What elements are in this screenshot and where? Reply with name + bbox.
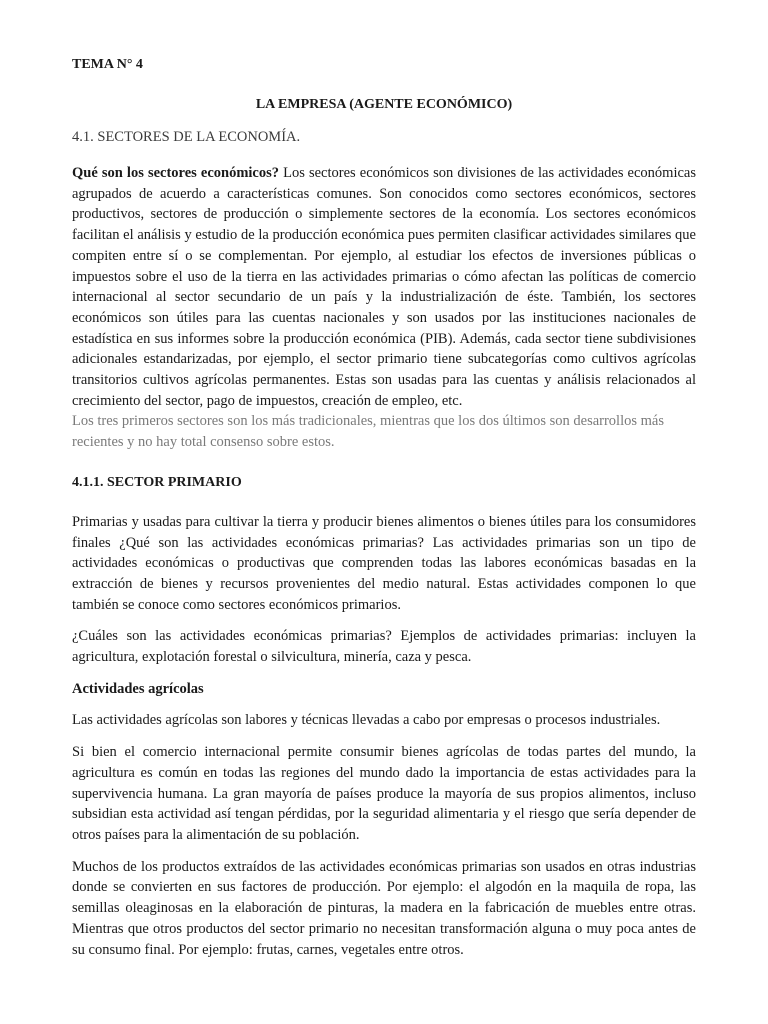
intro-body: Los sectores económicos son divisiones de las actividades económicas agrupados de acuerdo a características comunes. Son conocidos como sectores económicos, sectores productivos, sectores de producción o simplemente sectores de la economía. Los sectores económicos facilitan el análisis y estudio de la producción económica pues permiten clasificar actividades similares que compiten entre sí o se complementan. Por ejemplo, al estudiar los efectos de inversiones públicas o impuestos sobre el uso de la tierra en las actividades primarias o cómo afectan las políticas de comercio internacional al sector secundario de un país y la industrialización de éste. También, los sectores económicos son útiles para las cuentas nacionales y son usados por las instituciones nacionales de estadística en sus informes sobre la producción económica (PIB). Además, cada sector tiene subdivisiones adicionales estandarizadas, por ejemplo, el sector primario tiene subcategorías como cultivos agrícolas transitorios cultivos agrícolas permanentes. Estas son usadas para las cuentas y análisis relacionados al crecimiento del sector, pago de impuestos, creación de empleo, etc. [72, 165, 696, 409]
intro-paragraph [72, 163, 696, 411]
page-title: LA EMPRESA (AGENTE ECONÓMICO) [255, 97, 513, 112]
subsection-heading: 4.1. SECTORES DE LA ECONOMÍA. [72, 129, 301, 145]
actividades-agricolas-paragraph-2: Si bien el comercio internacional permite consumir bienes agrícolas de todas partes del mundo, la agricultura es común en todas las regiones del mundo dado la importancia de estas actividades para la supervivencia humana. La gran mayoría de países produce la mayoría de sus propios alimentos, incluso subsidian esta actividad así tengan pérdidas, por la seguridad alimentaria y el riesgo que sería depender de otros países para la alimentación de su población. [72, 744, 696, 843]
gray-note-paragraph: Los tres primeros sectores son los más tradicionales, mientras que los dos últimos son desarrollos más recientes y no hay total consenso sobre estos. [72, 413, 664, 451]
sector-primario-paragraph-2: ¿Cuáles son las actividades económicas primarias? Ejemplos de actividades primarias: incluyen la agricultura, explotación forestal o silvicultura, minería, caza y pesca. [72, 628, 696, 666]
actividades-agricolas-paragraph-3: Muchos de los productos extraídos de las actividades económicas primarias son usados en otras industrias donde se convierten en sus factores de producción. Por ejemplo: el algodón en la maquila de ropa, las semillas oleaginosas en la elaboración de pinturas, la madera en la fabricación de muebles entre otras. Mientras que otros productos del sector primario no necesitan transformación alguna o muy poca antes de su consumo final. Por ejemplo: frutas, carnes, vegetales entre otros. [72, 858, 696, 958]
sector-primario-paragraph-1: Primarias y usadas para cultivar la tierra y producir bienes alimentos o bienes útiles para los consumidores finales ¿Qué son las actividades económicas primarias? Las actividades primarias son un tipo de actividades económicas o productivas que comprenden todas las labores económicas basadas en la extracción de bienes y recursos provenientes del medio natural. Estas actividades componen lo que también se conoce como sectores económicos primarios. [72, 513, 696, 613]
tema-label: TEMA N° 4 [72, 57, 143, 72]
actividades-agricolas-heading: Actividades agrícolas [72, 680, 204, 697]
actividades-agricolas-paragraph-1: Las actividades agrícolas son labores y técnicas llevadas a cabo por empresas o procesos industriales. [72, 712, 661, 729]
sector-primario-heading: 4.1.1. SECTOR PRIMARIO [72, 474, 242, 490]
intro-question: Qué son los sectores económicos? [72, 165, 280, 181]
